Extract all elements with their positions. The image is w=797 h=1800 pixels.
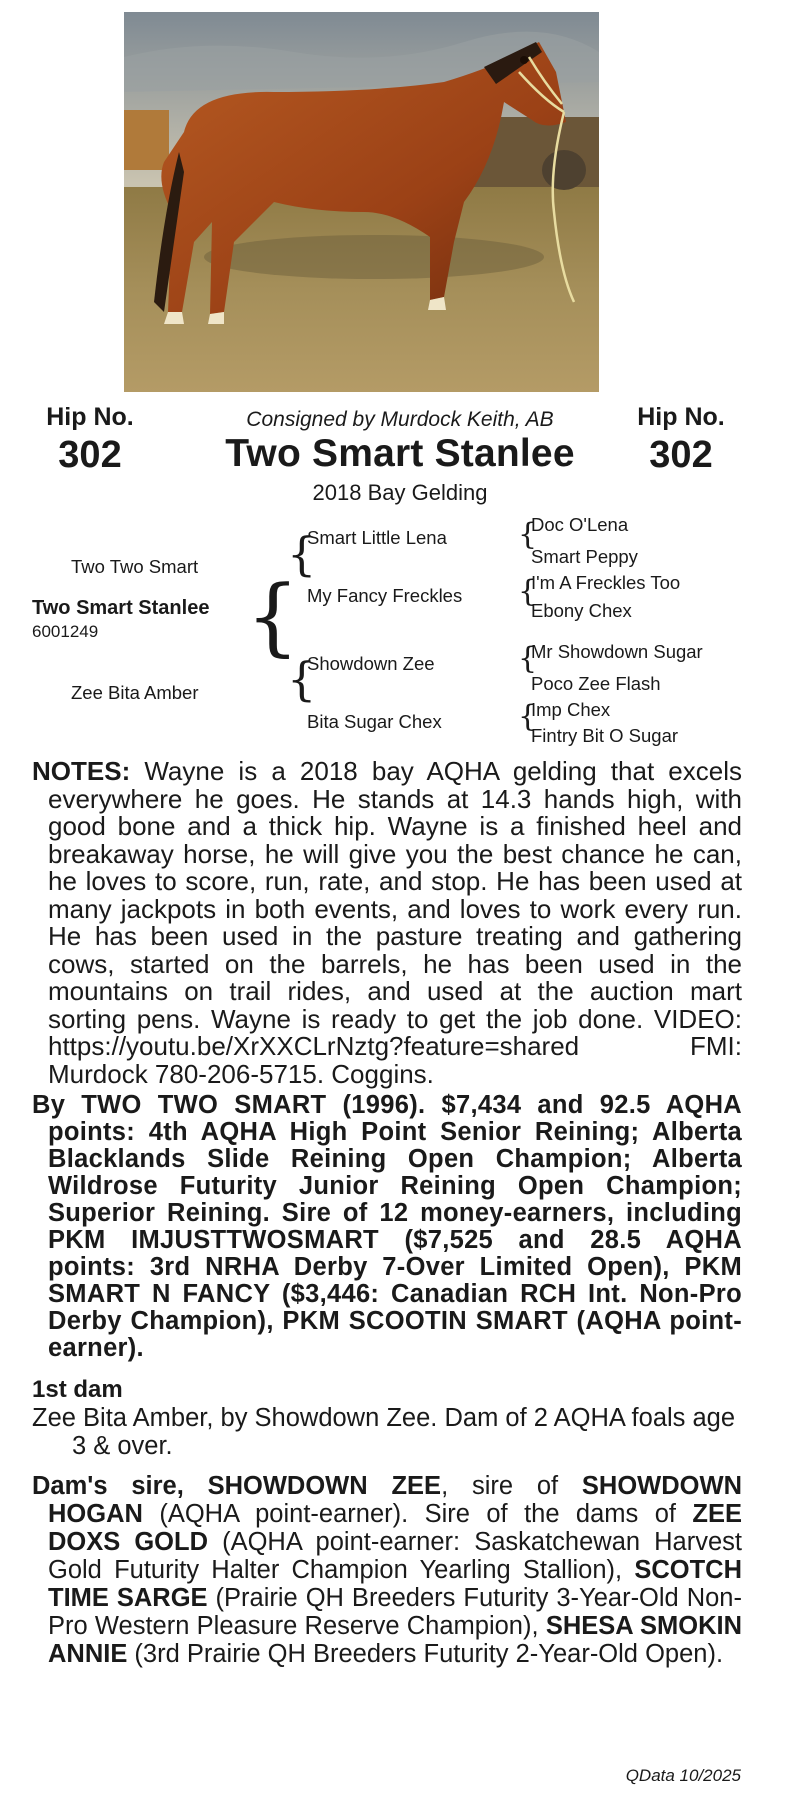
pedigree-dam-sire: Showdown Zee — [307, 653, 435, 674]
pedigree-brace: { — [246, 567, 300, 665]
catalog-notes — [32, 758, 742, 1668]
foaled-description: 2018 Bay Gelding — [312, 480, 488, 505]
pedigree-ggp: Mr Showdown Sugar — [531, 641, 703, 662]
pedigree-ggp: Ebony Chex — [531, 600, 632, 621]
pedigree-brace: { — [518, 699, 538, 734]
dams-sire-text: , sire of — [441, 1472, 582, 1500]
pedigree-ggp: I'm A Freckles Too — [531, 572, 681, 593]
hip-label: Hip No. — [46, 403, 134, 431]
consignor: Consigned by Murdock Keith, AB — [246, 408, 554, 431]
produce-name: ZEE DOXS GOLD — [48, 1500, 742, 1556]
pedigree-brace: { — [287, 652, 317, 706]
produce-name: SHESA SMOKIN ANNIE — [48, 1612, 742, 1668]
pedigree-sire-dam: My Fancy Freckles — [307, 585, 463, 606]
hip-number: 302 — [58, 434, 122, 476]
pedigree-brace: { — [518, 574, 538, 609]
produce-name: SCOTCH TIME SARGE — [48, 1556, 742, 1612]
first-dam-text: Zee Bita Amber, by Showdown Zee. Dam of 2 AQHA foals age 3 & over. — [32, 1404, 736, 1460]
notes-paragraph — [32, 758, 742, 1088]
horse-name: Two Smart Stanlee — [225, 432, 575, 475]
dams-sire-text: (AQHA point-earner: Saskatchewan Harvest Gold Futurity Halter Champion Yearling Stallion), — [48, 1528, 742, 1584]
notes-text: Wayne is a 2018 bay AQHA gelding that excels everywhere he goes. He stands at 14.3 hands high, with good bone and a thick hip. Wayne is a finished heel and breakaway horse, he will give you the best chance he can, he loves to score, run, rate, and stop. He has been used at many jackpots in both events, and loves to work every run. He has been used in the pasture treating and gathering cows, started on the barrels, he has been used in the mountains on trail rides, and used at the auction mart sorting pens. Wayne is ready to get the job done. VIDEO: https://youtu.be/XrXXCLrNztg?feature=shared FMI: Murdock 780-206-5715. Coggins. — [48, 756, 742, 1089]
first-dam-heading: 1st dam — [32, 1376, 123, 1403]
dams-sire-paragraph — [32, 1472, 742, 1668]
dams-sire-text: (3rd Prairie QH Breeders Futurity 2-Year-Old Open). — [127, 1640, 724, 1668]
pedigree-sire: Two Two Smart — [71, 556, 199, 577]
sire-paragraph: By TWO TWO SMART (1996). $7,434 and 92.5 AQHA points: 4th AQHA High Point Senior Reining; Alberta Blacklands Slide Reining Open Champion; Alberta Wildrose Futurity Junior Reining Open Champion; Superior Reining. Sire of 12 money-earners, including PKM IMJUSTTWOSMART ($7,525 and 28.5 AQHA points: 3rd NRHA Derby 7-Over Limited Open), PKM SMART N FANCY ($3,446: Canadian RCH Int. Non-Pro Derby Champion), PKM SCOOTIN SMART (AQHA point-earner). — [32, 1091, 742, 1362]
hip-number: 302 — [649, 434, 713, 476]
pedigree-sire-sire: Smart Little Lena — [307, 527, 447, 548]
pedigree-ggp: Doc O'Lena — [531, 514, 629, 535]
notes-label: NOTES: — [32, 756, 131, 786]
pedigree-dam: Zee Bita Amber — [71, 682, 199, 703]
pedigree-dam-dam: Bita Sugar Chex — [307, 711, 442, 732]
pedigree-subject: Two Smart Stanlee — [32, 597, 210, 619]
pedigree-brace: { — [287, 527, 317, 581]
hip-label: Hip No. — [637, 403, 725, 431]
pedigree-ggp: Imp Chex — [531, 699, 611, 720]
horse-photo — [124, 12, 599, 392]
pedigree-ggp: Fintry Bit O Sugar — [531, 725, 679, 746]
dams-sire-text: (AQHA point-earner). Sire of the dams of — [142, 1500, 693, 1528]
dams-sire-intro: Dam's sire, — [32, 1472, 208, 1500]
dams-sire-name: SHOWDOWN ZEE — [207, 1472, 442, 1500]
dams-sire-text: (Prairie QH Breeders Futurity 3-Year-Old Non-Pro Western Pleasure Reserve Champion), — [48, 1584, 742, 1640]
pedigree-ggp: Poco Zee Flash — [531, 673, 661, 694]
footer-credit: QData 10/2025 — [625, 1766, 741, 1785]
hip-left — [20, 402, 160, 478]
pedigree-brace: { — [518, 517, 538, 552]
produce-name: SHOWDOWN HOGAN — [48, 1472, 742, 1528]
pedigree-ggp: Smart Peppy — [531, 546, 638, 567]
registration-number: 6001249 — [32, 622, 99, 641]
pedigree-brace: { — [518, 641, 538, 676]
